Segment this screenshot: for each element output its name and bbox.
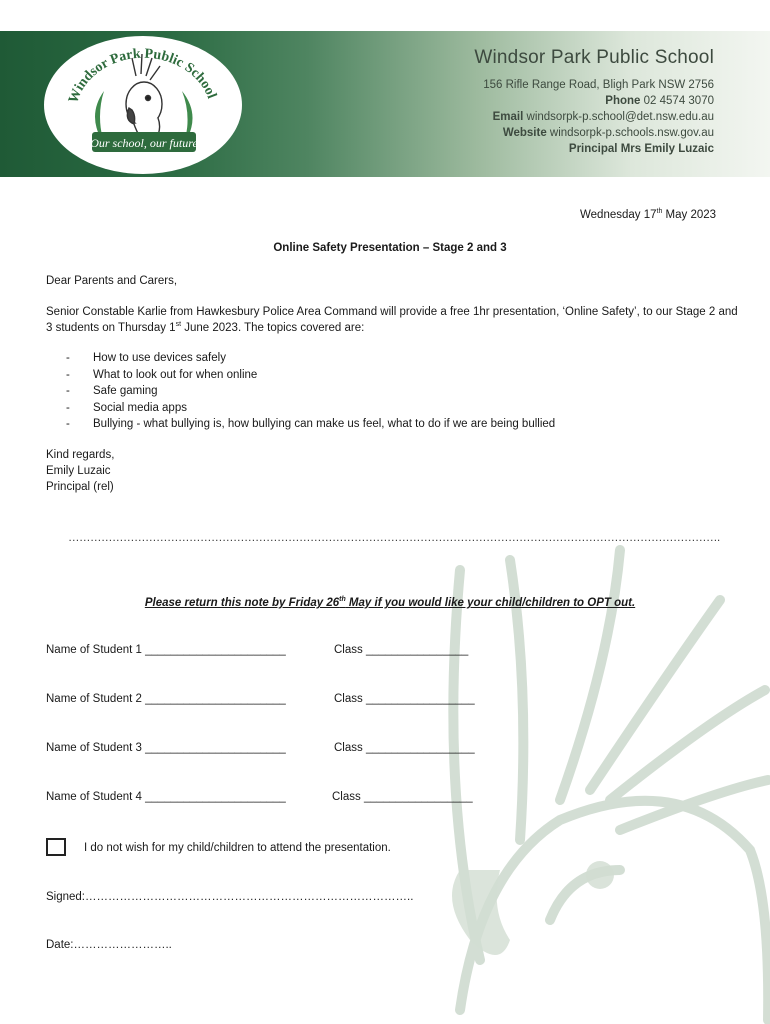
cockatoo-watermark-icon [420,540,770,1024]
school-website: Website windsorpk-p.schools.nsw.gov.au [502,127,714,139]
logo-motto: Our school, our future [90,136,198,150]
letter-date: Wednesday 17th May 2023 [580,208,717,221]
date-field[interactable]: Date:…………………….. [46,939,172,951]
letter-intro: Senior Constable Karlie from Hawkesbury Police Area Command will provide a free 1hr presentation, ‘Online Safety’, to our Stage 2 and 3 students on Thursday 1st June 2023. The topics covered are: [46,306,738,334]
school-principal: Principal Mrs Emily Luzaic [568,143,714,155]
student-name-field[interactable]: Name of Student 4 ______________________ [46,791,286,803]
cockatoo-logo-icon [44,36,242,174]
student-class-field[interactable]: Class _________________ [334,742,475,754]
student-class-field[interactable]: Class ________________ [334,644,469,656]
opt-out-checkbox[interactable] [46,838,66,856]
student-row-4[interactable] [46,791,473,803]
student-class-field[interactable]: Class _________________ [332,791,473,803]
student-row-3[interactable] [46,742,475,754]
student-name-field[interactable]: Name of Student 3 ______________________ [46,742,286,754]
list-item: - Social media apps [66,401,187,414]
student-name-field[interactable]: Name of Student 2 ______________________ [46,693,286,705]
student-row-1[interactable] [46,644,469,656]
school-name: Windsor Park Public School [474,47,714,68]
tear-off-line: ……………………………………………………………………………………………………………………………………………………………. [68,532,720,544]
student-class-field[interactable]: Class _________________ [334,693,475,705]
student-row-2[interactable] [46,693,475,705]
list-item: - Bullying - what bullying is, how bullying can make us feel, what to do if we are being bullied [66,418,556,430]
letter-signoff: Kind regards, Emily Luzaic Principal (rel) [46,449,115,493]
logo-arc-text: Windsor Park Public School [66,46,219,106]
list-item: - What to look out for when online [66,368,258,381]
student-name-field[interactable]: Name of Student 1 ______________________ [46,644,286,656]
list-item: - How to use devices safely [66,352,226,364]
school-address: 156 Rifle Range Road, Bligh Park NSW 2756 [483,79,714,91]
opt-out-label: I do not wish for my child/children to attend the presentation. [84,842,391,854]
list-item: - Safe gaming [66,385,158,397]
school-logo [44,36,242,174]
topics-list [66,350,555,433]
letter-title: Online Safety Presentation – Stage 2 and 3 [273,242,507,254]
school-contact-block [474,47,714,157]
school-email: Email windsorpk-p.school@det.nsw.edu.au [492,111,714,123]
signature-field[interactable]: Signed:………………………………………………………………………….. [46,891,414,903]
letter-greeting: Dear Parents and Carers, [46,275,178,287]
school-phone: Phone 02 4574 3070 [605,95,714,107]
return-note: Please return this note by Friday 26th May if you would like your child/children to OPT out. [144,596,636,609]
letterhead-banner [0,31,770,177]
